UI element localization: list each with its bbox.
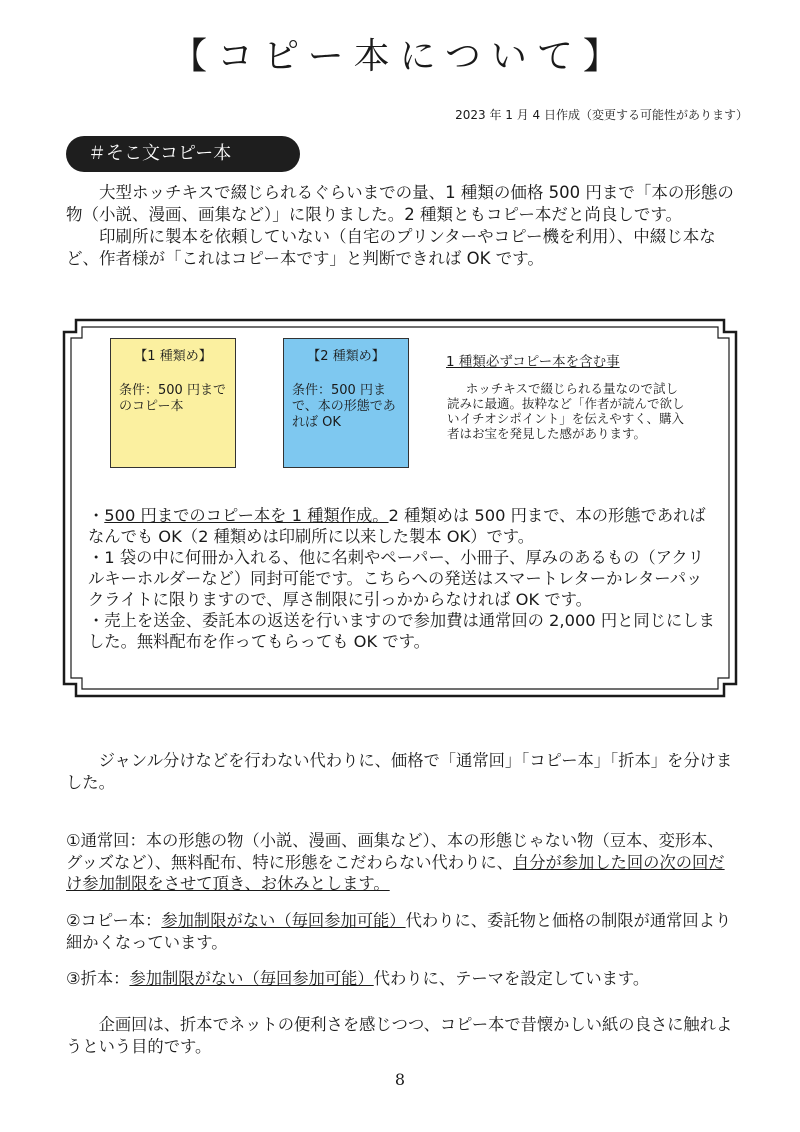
intro-paragraph: 印刷所に製本を依頼していない（自宅のプリンターやコピー機を利用）、中綴じ本など、作者様が「これはコピー本です」と判断できれば OK です。 [66, 227, 716, 268]
item-orihon-underlined: 参加制限がない（毎回参加可能） [129, 969, 374, 988]
type1-card-body: 条件：500 円までのコピー本 [119, 383, 226, 414]
item-copybook-rest: 代わりに、委託物と価格の制限が通常回より細かくなっています。 [66, 911, 732, 952]
type1-card [110, 338, 236, 468]
genre-text: ジャンル分けなどを行わない代わりに、価格で「通常回」「コピー本」「折本」を分けました。 [66, 751, 733, 792]
intro-text [66, 182, 734, 270]
item-regular [66, 830, 734, 895]
type2-card-body: 条件：500 円まで、本の形態であれば OK [292, 383, 396, 430]
item-orihon [66, 968, 734, 990]
item-orihon-text [66, 968, 734, 990]
item-regular-main: ①通常回：本の形態の物（小説、漫画、画集など）、本の形態じゃない物（豆本、変形本、グッズなど）、無料配布、特に形態をこだわらない代わりに、 [66, 831, 724, 872]
genre-paragraph [66, 750, 734, 793]
type2-card [283, 338, 409, 468]
side-heading: 1 種類必ずコピー本を含む事 [446, 354, 620, 370]
item-orihon-prefix: ③折本： [66, 969, 130, 988]
intro-paragraph: 大型ホッチキスで綴じられるぐらいまでの量、1 種類の価格 500 円まで「本の形態の物（小説、漫画、画集など）」に限りました。2 種類ともコピー本だと尚良しです。 [66, 183, 734, 224]
final-paragraph [66, 1014, 734, 1057]
item-copybook-underlined: 参加制限がない（毎回参加可能） [161, 911, 406, 930]
note-item [88, 505, 718, 547]
item-regular-underlined: 自分が参加した回の次の回だけ参加制限をさせて頂き、お休みとします。 [66, 852, 725, 893]
note-bullet: ・ [88, 506, 105, 525]
date-note: 2023 年 1 月 4 日作成（変更する可能性があります） [455, 108, 748, 122]
side-body-text: ホッチキスで綴じられる量なので試し読みに最適。抜粋など「作者が読んで欲しいイチオシポイント」を伝えやすく、購入者はお宝を発見した感があります。 [447, 381, 685, 441]
note-item: ・1 袋の中に何冊か入れる、他に名刺やペーパー、小冊子、厚みのあるもの（アクリルキーホルダーなど）同封可能です。こちらへの発送はスマートレターかレターパックライトに限りますので、厚さ制限に引っかからなければ OK です。 [88, 548, 704, 609]
item-copybook [66, 910, 734, 953]
item-copybook-text [66, 910, 734, 953]
final-text: 企画回は、折本でネットの便利さを感じつつ、コピー本で昔懐かしい紙の良さに触れようという目的です。 [66, 1015, 733, 1056]
note-item: ・売上を送金、委託本の返送を行いますので参加費は通常回の 2,000 円と同じにしました。無料配布を作ってもらっても OK です。 [88, 611, 715, 651]
page-title: 【コピー本について】 [171, 36, 629, 77]
type1-card-title: 【1 種類め】 [134, 349, 212, 364]
item-regular-text [66, 830, 734, 895]
notes-list [88, 505, 718, 652]
type2-card-title: 【2 種類め】 [307, 349, 385, 364]
item-copybook-prefix: ②コピー本： [66, 911, 162, 930]
note-underlined: 500 円までのコピー本を 1 種類作成。 [104, 506, 389, 525]
item-orihon-rest: 代わりに、テーマを設定しています。 [373, 969, 650, 988]
note-text: 2 種類めは 500 円まで、本の形態であればなんでも OK（2 種類めは印刷所に以来した製本 OK）です。 [88, 506, 706, 546]
page-number: 8 [394, 1070, 406, 1089]
section-label: ＃そこ文コピー本 [66, 136, 300, 172]
side-body [447, 381, 687, 441]
